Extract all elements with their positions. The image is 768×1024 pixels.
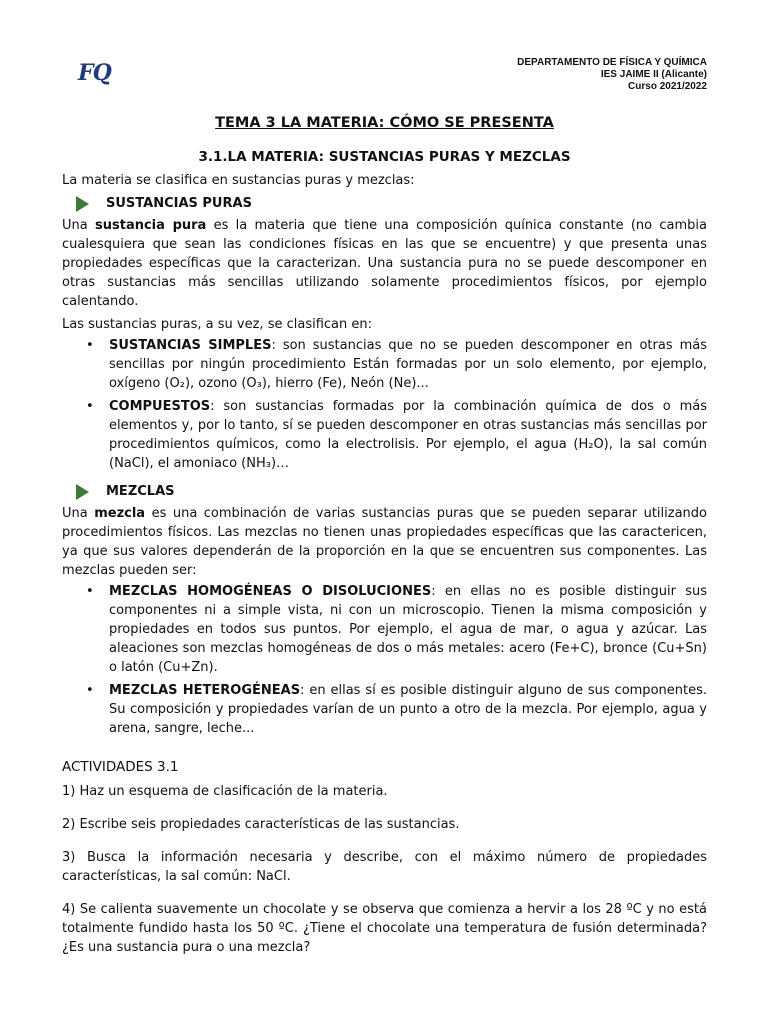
page-header xyxy=(517,57,707,93)
text-run: Una xyxy=(62,506,95,521)
text-run: Una xyxy=(62,218,95,233)
sustancias-list xyxy=(62,336,707,473)
bold-term: mezcla xyxy=(94,506,146,521)
section-heading-label: MEZCLAS xyxy=(106,484,175,499)
list-term: MEZCLAS HETEROGÉNEAS xyxy=(109,683,301,698)
clasificacion-paragraph: Las sustancias puras, a su vez, se clasifican en: xyxy=(62,317,373,332)
section-heading-sustancias xyxy=(76,194,707,213)
list-text: : en ellas sí es posible distinguir alguno de sus componentes. Su composición y propiedades varían de un punto a otro de la mezcla. Por ejemplo, agua y arena, sangre, leche... xyxy=(109,683,707,736)
list-term: SUSTANCIAS SIMPLES xyxy=(109,338,272,353)
list-term: MEZCLAS HOMOGÉNEAS O DISOLUCIONES xyxy=(109,584,432,599)
activity-item: 3) Busca la información necesaria y describe, con el máximo número de propiedades características, la sal común: NaCl. xyxy=(62,850,707,884)
bullet: • xyxy=(86,683,94,698)
text-run: es una combinación de varias sustancias puras que se pueden separar utilizando procedimientos físicos. Las mezclas no tienen unas propiedades específicas que las caractericen, ya que sus valores dependerán de la proporción en la que se encuentren sus componentes. Las mezclas pueden ser: xyxy=(62,506,707,578)
mezclas-list xyxy=(62,582,707,738)
header-school: IES JAIME II (Alicante) xyxy=(600,69,707,80)
list-text: : son sustancias que no se pueden descomponer en otras más sencillas por ningún procedimiento Están formadas por un solo elemento, por ejemplo, oxígeno (O₂), ozono (O₃), hierro (Fe), Neón (Ne)... xyxy=(109,338,707,391)
activity-item: 4) Se calienta suavemente un chocolate y se observa que comienza a hervir a los 28 ºC y no está totalmente fundido hasta los 50 ºC. ¿Tiene el chocolate una temperatura de fusión determinada? ¿Es una sustancia pura o una mezcla? xyxy=(62,902,707,955)
play-arrow-icon xyxy=(76,484,89,500)
bullet: • xyxy=(86,584,94,599)
section-heading-mezclas xyxy=(76,482,707,501)
section-subtitle: 3.1.LA MATERIA: SUSTANCIAS PURAS Y MEZCLAS xyxy=(198,149,571,165)
list-item xyxy=(62,397,707,473)
list-term: COMPUESTOS xyxy=(109,399,211,414)
mezcla-paragraph xyxy=(62,504,707,580)
bold-term: sustancia pura xyxy=(95,218,207,233)
activities-title: ACTIVIDADES 3.1 xyxy=(62,759,179,775)
document-body xyxy=(62,114,707,957)
play-arrow-icon xyxy=(76,196,89,212)
intro-paragraph: La materia se clasifica en sustancias puras y mezclas: xyxy=(62,173,415,188)
list-item xyxy=(62,336,707,393)
text-run: es la materia que tiene una composición quínica constante (no cambia cualesquiera que sean las condiciones físicas en las que se encuentre) y que presenta unas propiedades específicas que la caracterizan. Una sustancia pura no se puede descomponer en otras sustancias más sencillas utilizando solamente procedimientos físicos, por ejemplo calentando. xyxy=(62,218,707,309)
list-text: : son sustancias formadas por la combinación química de dos o más elementos y, por lo tanto, sí se pueden descomponer en otras sustancias más sencillas por procedimientos químicos, como la electrolisis. Por ejemplo, el agua (H₂O), la sal común (NaCl), el amoniaco (NH₃)… xyxy=(109,399,707,471)
list-text: : en ellas no es posible distinguir sus componentes ni a simple vista, ni con un microscopio. Tienen la misma composición y propiedades en todos sus puntos. Por ejemplo, el agua de mar, o agua y azúcar. Las aleaciones son mezclas homogéneas de dos o más metales: acero (Fe+C), bronce (Cu+Sn) o latón (Cu+Zn). xyxy=(109,584,707,675)
bullet: • xyxy=(86,399,94,414)
page-title: TEMA 3 LA MATERIA: CÓMO SE PRESENTA xyxy=(215,115,554,131)
header-department: DEPARTAMENTO DE FÍSICA Y QUÍMICA xyxy=(517,57,707,68)
department-logo: FQ xyxy=(78,60,111,86)
activity-item: 1) Haz un esquema de clasificación de la materia. xyxy=(62,784,388,799)
list-item xyxy=(62,582,707,677)
sustancia-pura-paragraph xyxy=(62,216,707,311)
activity-item: 2) Escribe seis propiedades características de las sustancias. xyxy=(62,817,460,832)
section-heading-label: SUSTANCIAS PURAS xyxy=(106,196,252,211)
list-item xyxy=(62,681,707,738)
bullet: • xyxy=(86,338,94,353)
header-course: Curso 2021/2022 xyxy=(628,81,707,92)
